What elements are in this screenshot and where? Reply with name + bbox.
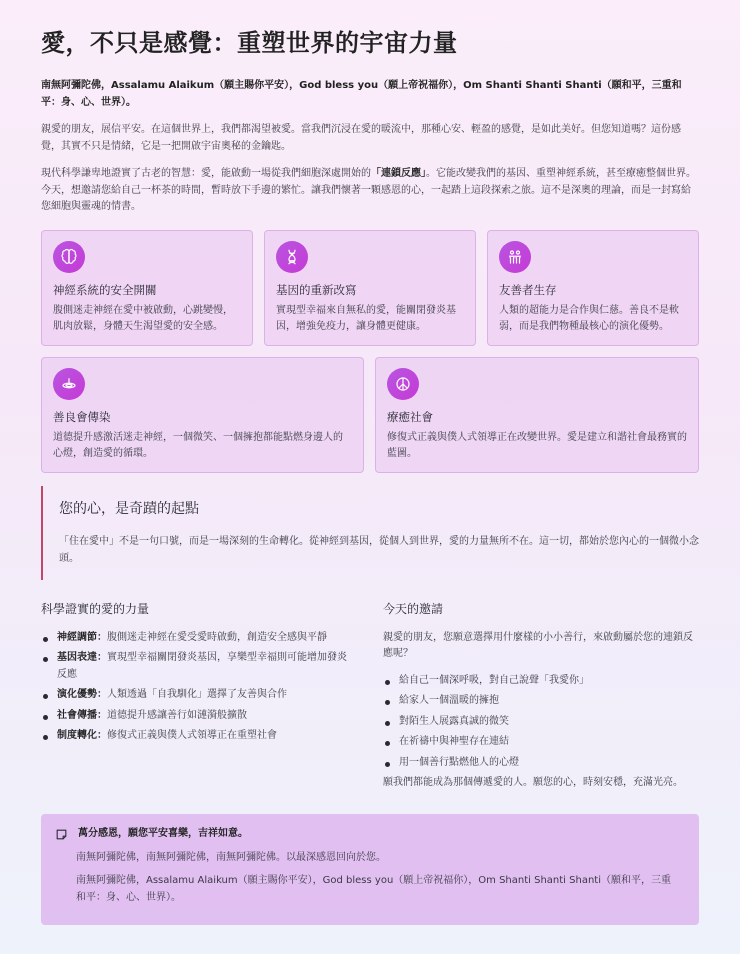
card-title: 療癒社會 [387,410,433,424]
science-list [41,630,356,745]
page-title: 愛，不只是感覺：重塑世界的宇宙力量 [41,29,458,57]
list-item [41,687,356,704]
intro-paragraph-1: 親愛的朋友，展信平安。在這個世界上，我們都渴望被愛。當我們沉浸在愛的暖流中，那種心安、輕盈的感覺，是如此美好。但您知道嗎？這份感覺，其實不只是情緒，它是一把開啟宇宙奧秘的金鑰匙。 [41,124,681,152]
invite-intro: 親愛的朋友，您願意選擇用什麼樣的小小善行，來啟動屬於您的連鎖反應呢？ [383,631,693,660]
item-label: 演化優勢： [57,689,107,701]
card-text: 人類的超能力是合作與仁慈。善良不是軟弱，而是我們物種最核心的演化優勢。 [499,304,679,333]
card-kindness-contagious [41,357,364,473]
list-item: 對陌生人展露真誠的微笑 [383,714,701,731]
thanks-header [55,826,685,843]
dna-icon [276,241,308,273]
list-item [41,650,356,683]
science-section [41,600,356,749]
brain-icon [53,241,85,273]
list-item: 在祈禱中與神聖存在連結 [383,734,701,751]
card-nervous-system [41,230,253,346]
intro-paragraph-2-start: 現代科學謙卑地證實了古老的智慧：愛，能啟動一場從我們細胞深處開始的 [41,168,371,179]
card-heal-society [375,357,699,473]
item-label: 基因表達： [57,652,107,664]
quote-title: 您的心，是奇蹟的起點 [59,501,199,517]
list-item: 給自己一個深呼吸，對自己說聲「我愛你」 [383,673,701,690]
list-item [41,728,356,745]
card-text: 修復式正義與僕人式領導正在改變世界。愛是建立和諧社會最務實的藍圖。 [387,431,687,460]
list-item [41,708,356,725]
card-title: 基因的重新改寫 [276,283,357,297]
item-text: 修復式正義與僕人式領導正在重塑社會 [107,730,277,742]
people-icon [499,241,531,273]
science-title: 科學證實的愛的力量 [41,602,150,616]
item-label: 社會傳播： [57,709,107,721]
list-item [41,630,356,647]
item-label: 制度轉化： [57,730,107,742]
invite-title: 今天的邀請 [383,602,444,616]
invite-list [383,673,701,772]
invite-section [383,600,701,792]
thanks-line-2: 南無阿彌陀佛，Assalamu Alaikum（願主賜你平安），God bless you（願上帝祝福你），Om Shanti Shanti Shanti（願和平，三重和平：身、心、世界）。 [76,875,671,903]
ripple-icon [53,368,85,400]
quote-block [41,486,701,580]
card-title: 神經系統的安全開關 [53,283,157,297]
chain-reaction-emphasis: 「連鎖反應」 [371,168,426,179]
card-text: 腹側迷走神經在愛中被啟動，心跳變慢，肌肉放鬆，身體天生渴望愛的安全感。 [53,304,233,333]
card-title: 友善者生存 [499,283,557,297]
blessing-header: 南無阿彌陀佛，Assalamu Alaikum（願主賜你平安），God bless you（願上帝祝福你），Om Shanti Shanti Shanti（願和平，三重和平：身、心、世界）。 [41,80,682,108]
item-text: 實現型幸福關閉發炎基因，享樂型幸福則可能增加發炎反應 [57,652,347,680]
thanks-title: 萬分感恩，願您平安喜樂，吉祥如意。 [78,828,248,839]
item-text: 道德提升感讓善行如漣漪般擴散 [107,709,247,721]
card-survival [487,230,699,346]
item-text: 人類透過「自我馴化」選擇了友善與合作 [107,689,287,701]
item-text: 腹側迷走神經在愛受愛時啟動，創造安全感與平靜 [107,631,327,643]
card-title: 善良會傳染 [53,410,111,424]
intro-paragraph-2-end: 。它能改變我們的基因、重塑神經系統，甚至療癒整個世界。今天，想邀請您給自己一杯茶的時間，暫時放下手邊的繁忙。讓我們懷著一顆感恩的心，一起踏上這段探索之旅。這不是深奧的理論，而是一封寫給您細胞與靈魂的情書。 [41,168,696,212]
list-item: 給家人一個溫暖的擁抱 [383,693,701,710]
thanks-box [41,814,699,925]
note-icon [55,828,68,841]
card-text: 實現型幸福來自無私的愛，能關閉發炎基因，增強免疫力，讓身體更健康。 [276,304,456,333]
quote-text: 「住在愛中」不是一句口號，而是一場深刻的生命轉化。從神經到基因，從個人到世界，愛的力量無所不在。這一切，都始於您內心的一個微小念頭。 [59,536,699,564]
card-gene [264,230,476,346]
intro-paragraph-2 [41,166,696,216]
thanks-line-1: 南無阿彌陀佛，南無阿彌陀佛，南無阿彌陀佛。以最深感恩回向於您。 [76,851,386,863]
item-label: 神經調節： [57,631,107,643]
invite-outro: 願我們都能成為那個傳遞愛的人。願您的心，時刻安穩，充滿光亮。 [383,777,683,789]
list-item: 用一個善行點燃他人的心燈 [383,755,701,772]
card-text: 道德提升感激活迷走神經，一個微笑、一個擁抱都能點燃身邊人的心燈，創造愛的循環。 [53,431,343,460]
peace-icon [387,368,419,400]
